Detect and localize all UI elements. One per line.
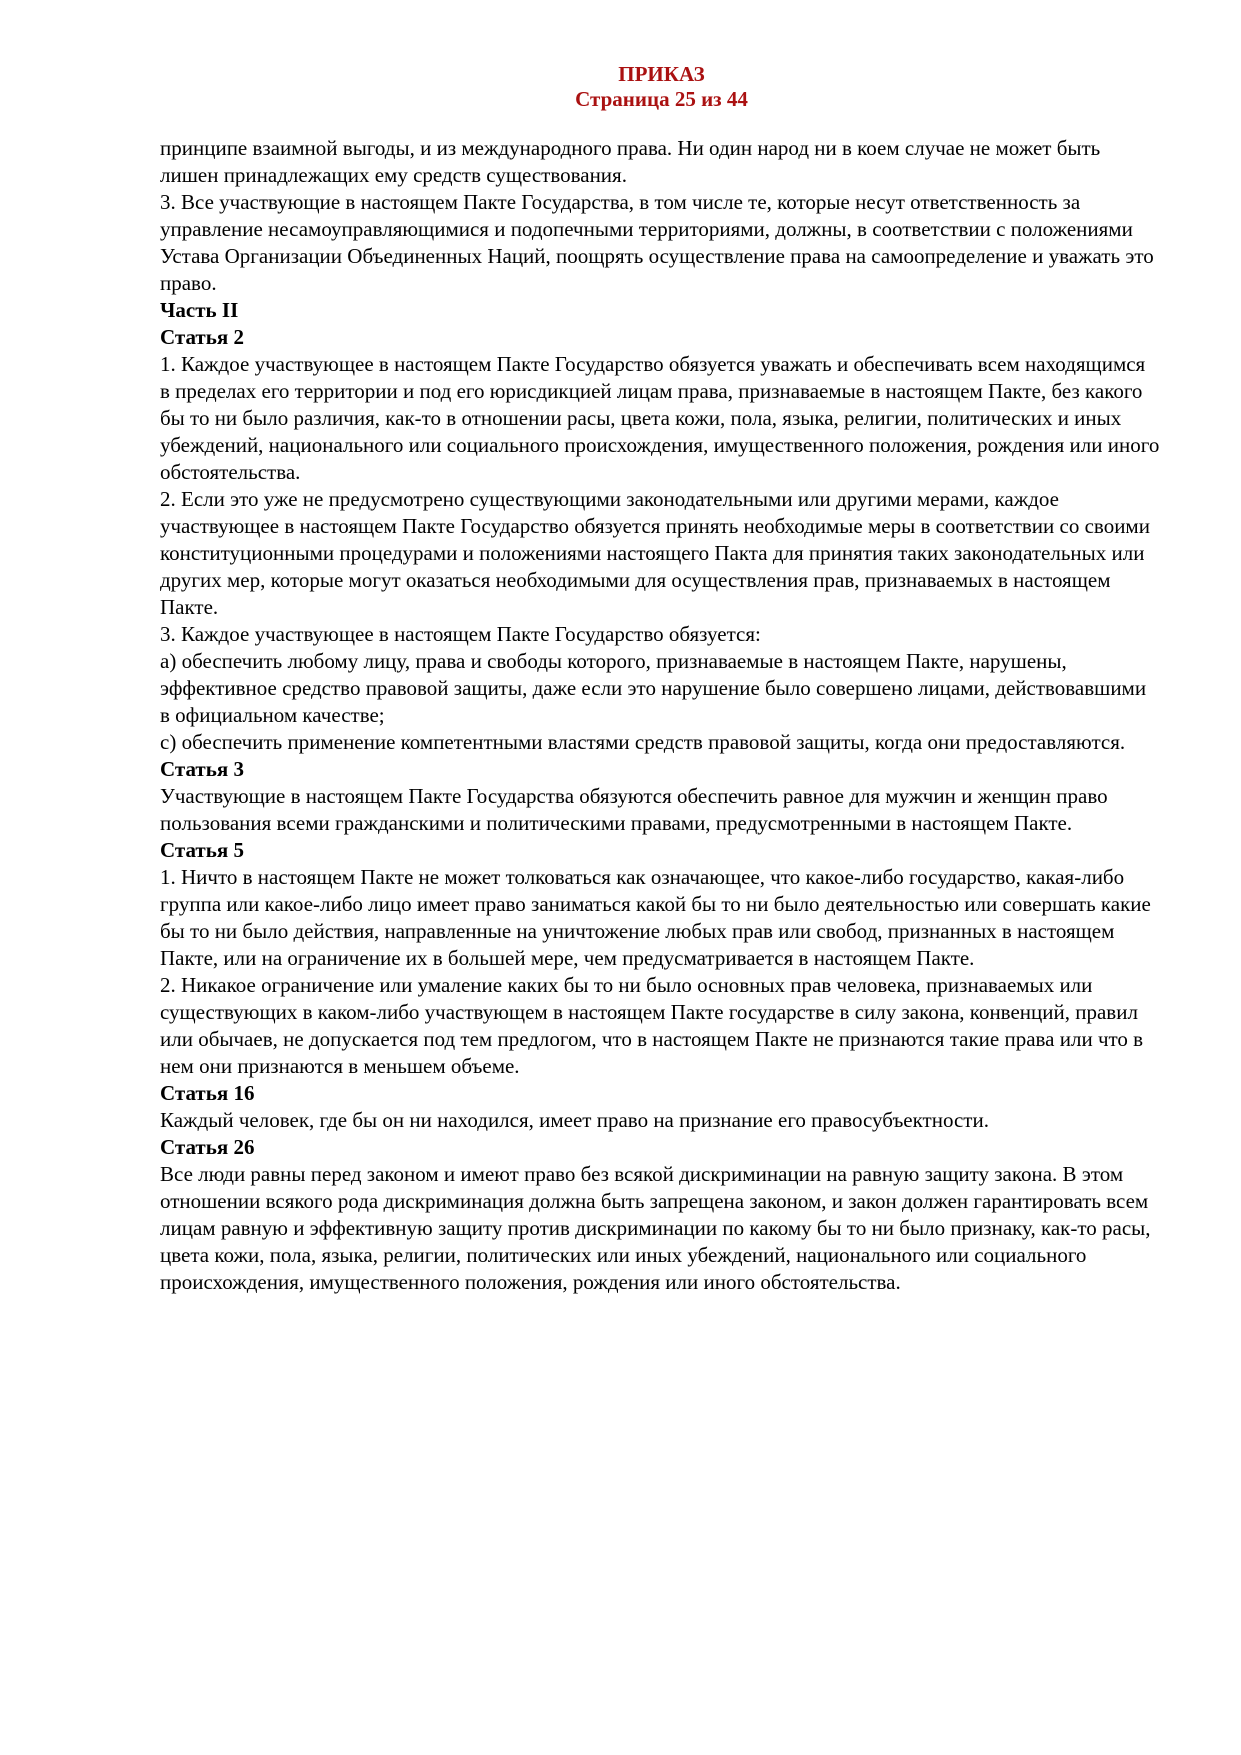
document-header [160,62,1163,112]
body-paragraph: Все люди равны перед законом и имеют право без всякой дискриминации на равную защиту закона. В этом отношении всякого рода дискриминация должна быть запрещена законом, и закон должен гарантировать всем лицам равную и эффективную защиту против дискриминации по какому бы то ни было признаку, как-то расы, цвета кожи, пола, языка, религии, политических или иных убеждений, национального или социального происхождения, имущественного положения, рождения или иного обстоятельства. [160,1162,1151,1294]
page-number-indicator: Страница 25 из 44 [575,87,748,111]
body-paragraph: Каждый человек, где бы он ни находился, имеет право на признание его правосубъектности. [160,1108,989,1132]
body-paragraph: 3. Каждое участвующее в настоящем Пакте Государство обязуется: [160,622,761,646]
body-paragraph: 2. Никакое ограничение или умаление каких бы то ни было основных прав человека, признаваемых или существующих в каком-либо участвующем в настоящем Пакте государстве в силу закона, конвенций, правил или обычаев, не допускается под тем предлогом, что в настоящем Пакте не признаются такие права или что в нем они признаются в меньшем объеме. [160,973,1144,1078]
section-heading: Статья 5 [160,838,244,862]
body-paragraph: Участвующие в настоящем Пакте Государства обязуются обеспечить равное для мужчин и женщин право пользования всеми гражданскими и политическими правами, предусмотренными в настоящем Пакте. [160,784,1108,835]
document-body [160,135,1160,1296]
body-paragraph: 1. Каждое участвующее в настоящем Пакте Государство обязуется уважать и обеспечивать всем находящимся в пределах его территории и под его юрисдикцией лицам права, признаваемые в настоящем Пакте, без какого бы то ни было различия, как-то в отношении расы, цвета кожи, пола, языка, религии, политических и иных убеждений, национального или социального происхождения, имущественного положения, рождения или иного обстоятельства. [160,352,1160,484]
section-heading: Статья 16 [160,1081,255,1105]
section-heading: Статья 2 [160,325,244,349]
body-paragraph: a) обеспечить любому лицу, права и свободы которого, признаваемые в настоящем Пакте, нарушены, эффективное средство правовой защиты, даже если это нарушение было совершено лицами, действовавшими в официальном качестве; [160,649,1147,727]
body-paragraph: 1. Ничто в настоящем Пакте не может толковаться как означающее, что какое-либо государство, какая-либо группа или какое-либо лицо имеет право заниматься какой бы то ни было деятельностью или совершать какие бы то ни было действия, направленные на уничтожение любых прав или свобод, признанных в настоящем Пакте, или на ограничение их в большей мере, чем предусматривается в настоящем Пакте. [160,865,1151,970]
body-paragraph: 3. Все участвующие в настоящем Пакте Государства, в том числе те, которые несут ответственность за управление несамоуправляющимися и подопечными территориями, должны, в соответствии с положениями Устава Организации Объединенных Наций, поощрять осуществление права на самоопределение и уважать это право. [160,190,1154,295]
body-paragraph: 2. Если это уже не предусмотрено существующими законодательными или другими мерами, каждое участвующее в настоящем Пакте Государство обязуется принять необходимые меры в соответствии со своими конституционными процедурами и положениями настоящего Пакта для принятия таких законодательных или других мер, которые могут оказаться необходимыми для осуществления прав, признаваемых в настоящем Пакте. [160,487,1150,619]
section-heading: Часть II [160,298,239,322]
body-paragraph: принципе взаимной выгоды, и из международного права. Ни один народ ни в коем случае не может быть лишен принадлежащих ему средств существования. [160,136,1101,187]
document-title: ПРИКАЗ [618,62,705,86]
section-heading: Статья 3 [160,757,244,781]
body-paragraph: c) обеспечить применение компетентными властями средств правовой защиты, когда они предоставляются. [160,730,1126,754]
section-heading: Статья 26 [160,1135,255,1159]
